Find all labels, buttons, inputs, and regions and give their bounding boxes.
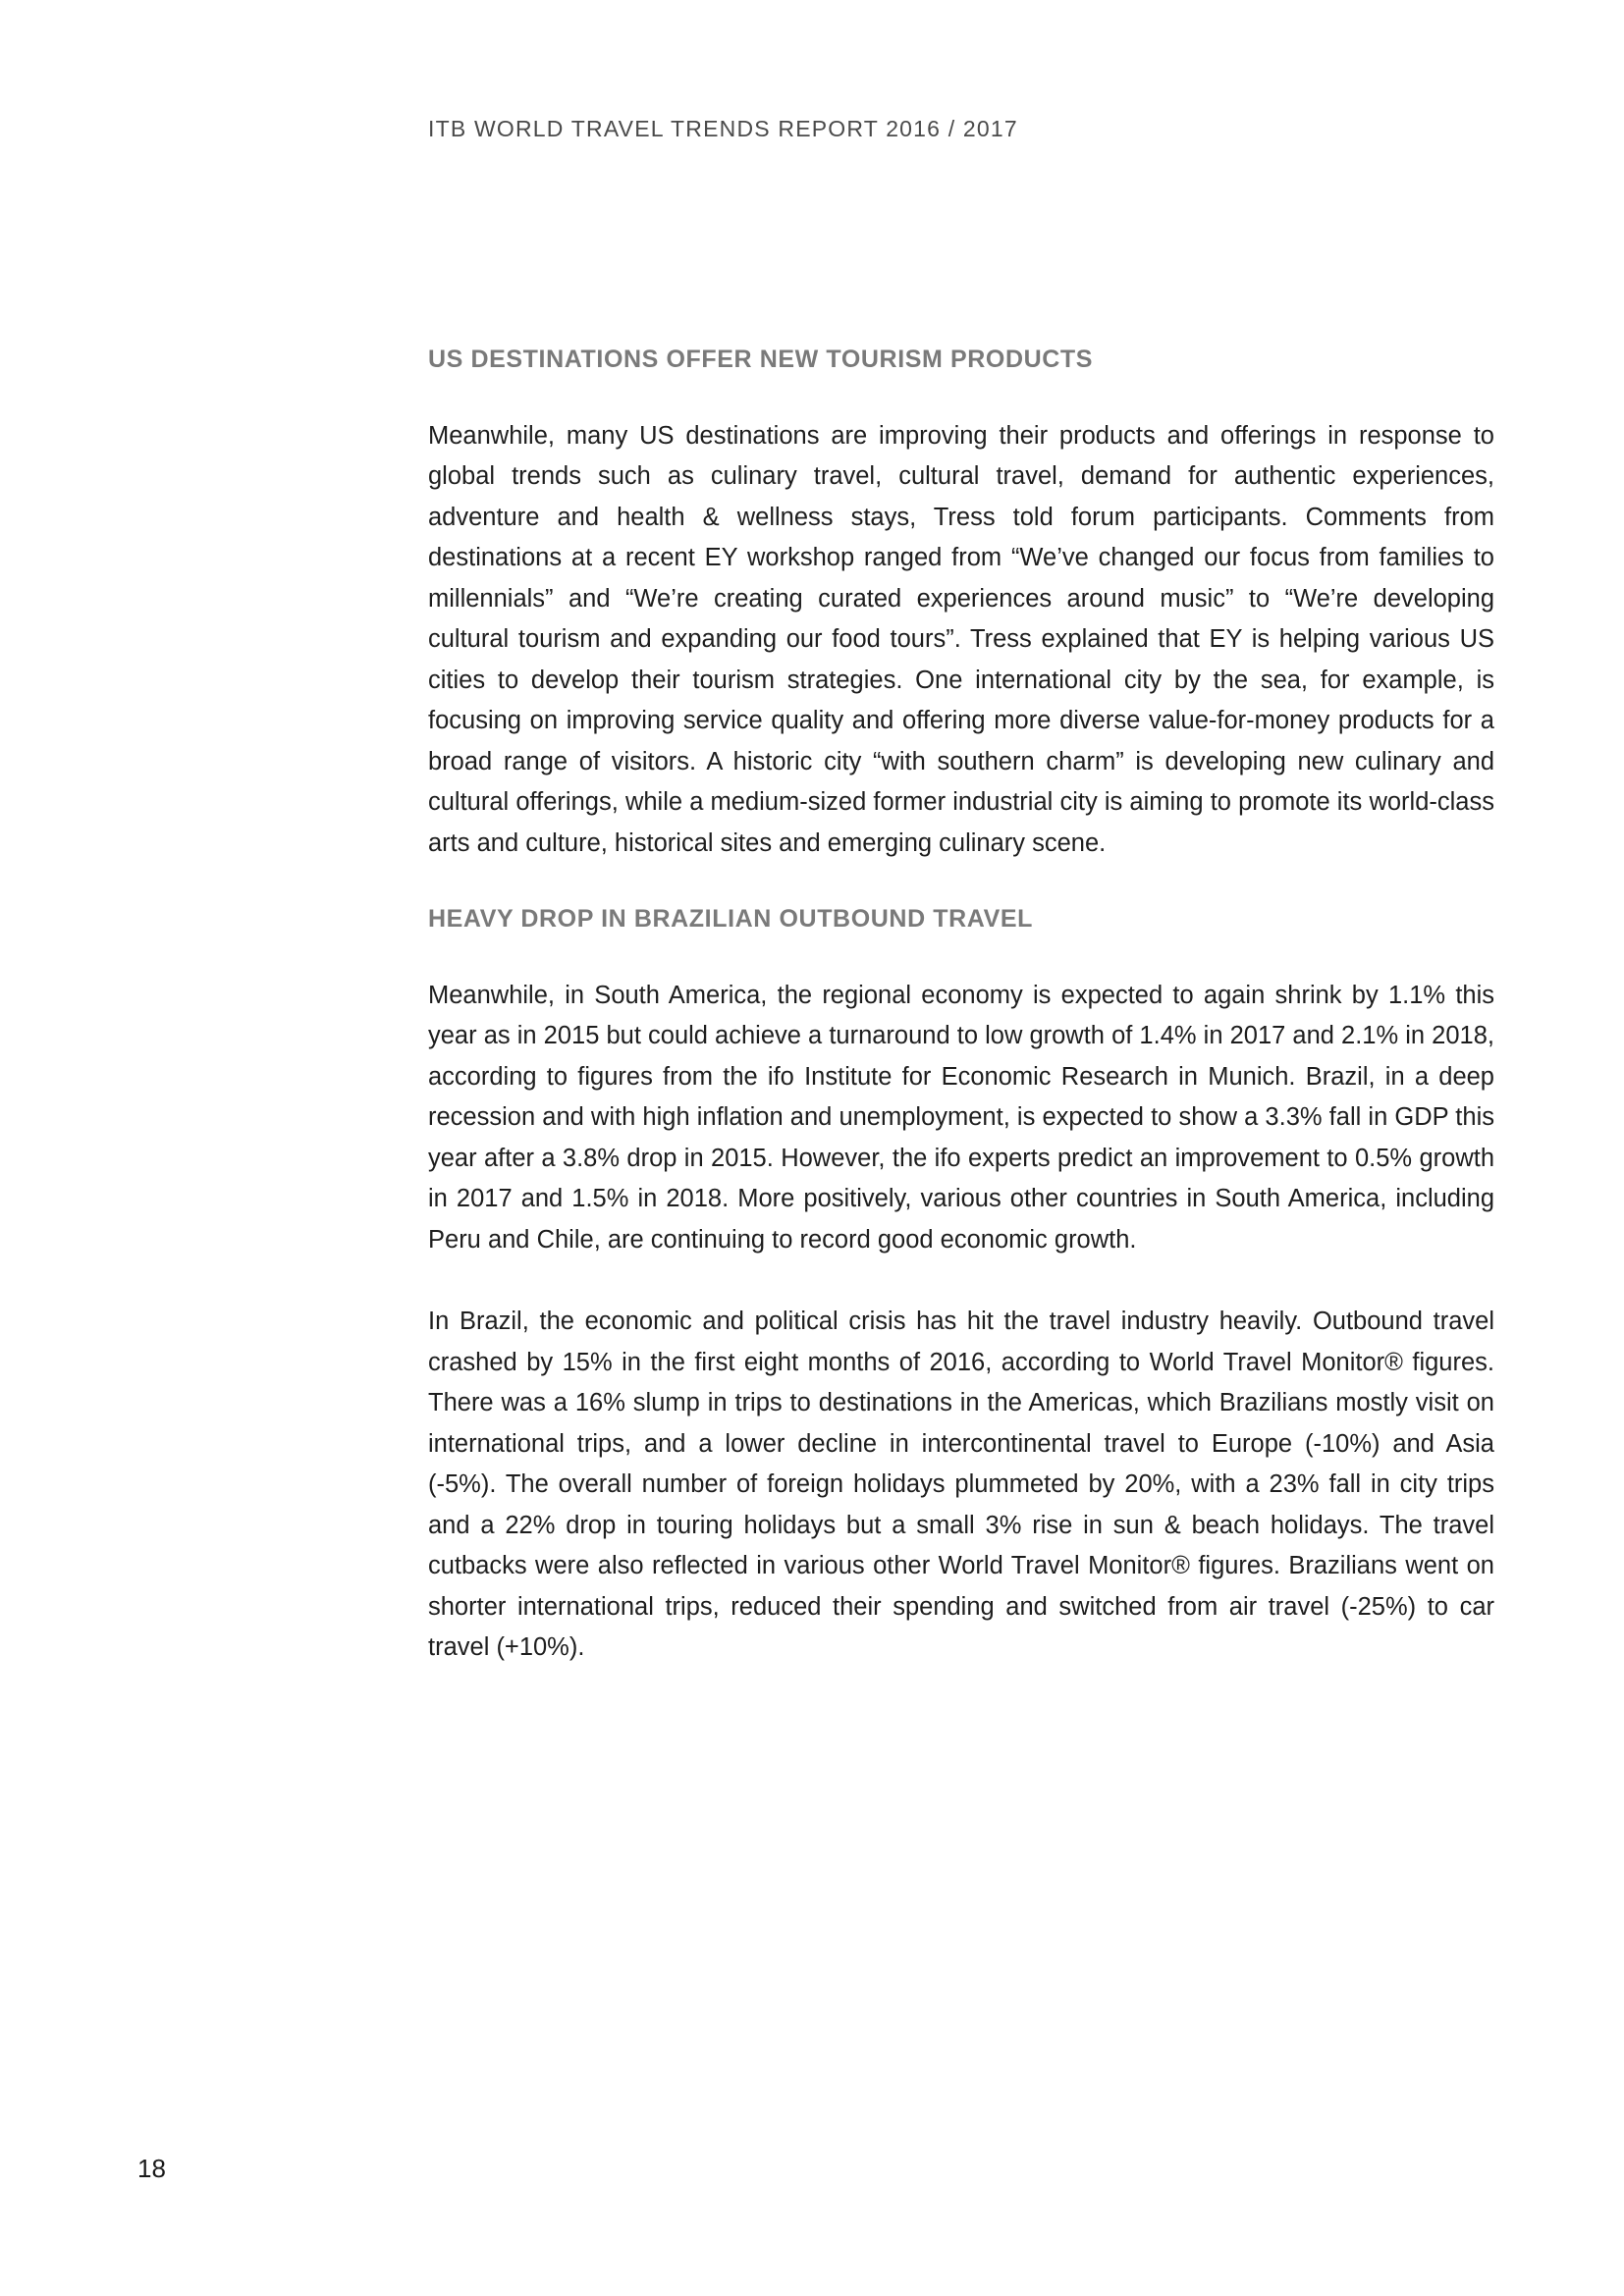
article-body [428,344,1494,1669]
running-header: ITB WORLD TRAVEL TRENDS REPORT 2016 / 2017 [428,116,1018,141]
section-heading-us-destinations: US DESTINATIONS OFFER NEW TOURISM PRODUCTS [428,346,1094,373]
paragraph: Meanwhile, many US destinations are improving their products and offerings in response to global trends such as culinary travel, cultural travel, demand for authentic experiences, adventure and health & wellness stays, Tress told forum participants. Comments from destinations at a recent EY workshop ranged from “We’ve changed our focus from families to millennials” and “We’re creating curated experiences around music” to “We’re developing cultural tourism and expanding our food tours”. Tress explained that EY is helping various US cities to develop their tourism strategies. One international city by the sea, for example, is focusing on improving service quality and offering more diverse value-for-money products for a broad range of visitors. A historic city “with southern charm” is developing new culinary and cultural offerings, while a medium-sized former industrial city is aiming to promote its world-class arts and culture, historical sites and emerging culinary scene. [428,421,1494,857]
page-number: 18 [137,2154,166,2183]
paragraph: Meanwhile, in South America, the regional economy is expected to again shrink by 1.1% this year as in 2015 but could achieve a turnaround to low growth of 1.4% in 2017 and 2.1% in 2018, according to figures from the ifo Institute for Economic Research in Munich. Brazil, in a deep recession and with high inflation and unemployment, is expected to show a 3.3% fall in GDP this year after a 3.8% drop in 2015. However, the ifo experts predict an improvement to 0.5% growth in 2017 and 1.5% in 2018. More positively, various other countries in South America, including Peru and Chile, are continuing to record good economic growth. [428,981,1494,1254]
section-heading-brazilian-outbound: HEAVY DROP IN BRAZILIAN OUTBOUND TRAVEL [428,905,1034,933]
paragraph: In Brazil, the economic and political crisis has hit the travel industry heavily. Outbound travel crashed by 15% in the first eight months of 2016, according to World Travel Monitor® figures. There was a 16% slump in trips to destinations in the Americas, which Brazilians mostly visit on international trips, and a lower decline in intercontinental travel to Europe (-10%) and Asia (-5%). The overall number of foreign holidays plummeted by 20%, with a 23% fall in city trips and a 22% drop in touring holidays but a small 3% rise in sun & beach holidays. The travel cutbacks were also reflected in various other World Travel Monitor® figures. Brazilians went on shorter international trips, reduced their spending and switched from air travel (-25%) to car travel (+10%). [428,1308,1494,1661]
